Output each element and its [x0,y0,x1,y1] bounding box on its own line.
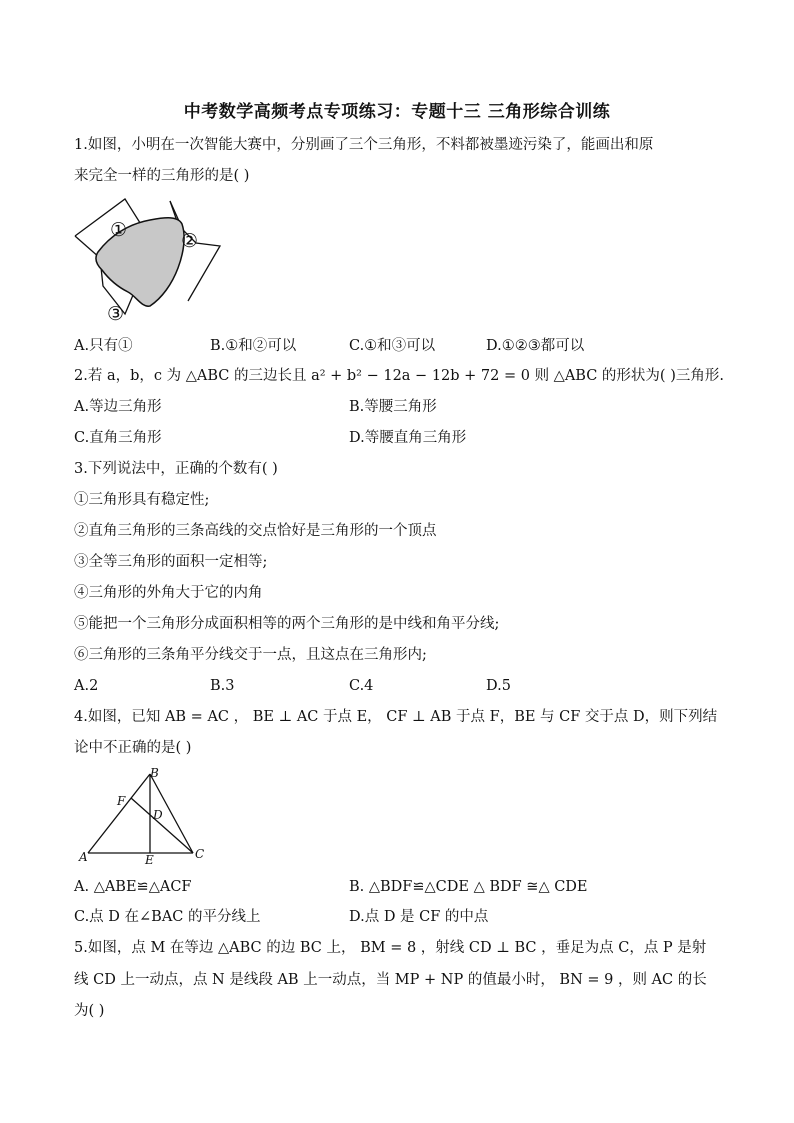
point-label-d: D [153,808,163,822]
q3-statement: ②直角三角形的三条高线的交点恰好是三角形的一个顶点 [74,523,437,539]
q3-option-d[interactable]: D.5 [486,678,511,694]
question-5-line-2: 线 CD 上一动点，点 N 是线段 AB 上一动点，当 MP + NP 的值最小时， BN = 9 ，则 AC 的长 [74,972,707,988]
point-label-f: F [117,794,126,808]
point-label-c: C [195,847,205,861]
question-5-line-1: 5.如图，点 M 在等边 △ABC 的边 BC 上， BM = 8 ，射线 CD ⊥ BC ，垂足为点 C，点 P 是射 [74,940,707,956]
question-4-line-2: 论中不正确的是( ) [74,740,192,756]
q2-option-b[interactable]: B.等腰三角形 [349,399,437,415]
q3-statement: ③全等三角形的面积一定相等; [74,554,268,570]
q4-option-b[interactable]: B. △BDF≌△CDE △ BDF ≅△ CDE [349,879,588,895]
q3-statement: ①三角形具有稳定性; [74,492,210,508]
point-label-e: E [145,853,154,864]
q2-option-d[interactable]: D.等腰直角三角形 [349,430,467,446]
question-2-text: 2.若 a，b，c 为 △ABC 的三边长且 a² + b² − 12a − 12b + 72 = 0 则 △ABC 的形状为( )三角形. [74,368,724,384]
page-title: 中考数学高频考点专项练习：专题十三 三角形综合训练 [183,102,611,122]
question-1-line-1: 1.如图，小明在一次智能大赛中，分别画了三个三角形，不料都被墨迹污染了，能画出和原 [74,137,654,153]
question-4-figure [74,764,214,864]
question-3-text: 3.下列说法中，正确的个数有( ) [74,461,278,477]
q4-option-c[interactable]: C.点 D 在∠BAC 的平分线上 [74,909,261,925]
q3-option-b[interactable]: B.3 [210,678,235,694]
point-label-a: A [79,850,88,864]
q3-option-a[interactable]: A.2 [74,678,99,694]
q3-statement: ⑥三角形的三条角平分线交于一点，且这点在三角形内; [74,647,427,663]
q2-option-a[interactable]: A.等边三角形 [74,399,162,415]
q1-option-b[interactable]: B.①和②可以 [210,338,297,354]
q1-option-d[interactable]: D.①②③都可以 [486,338,585,354]
q1-option-a[interactable]: A.只有① [74,338,133,354]
figure-label-2: ② [181,230,199,252]
q3-statement: ④三角形的外角大于它的内角 [74,585,263,601]
question-5-line-3: 为( ) [74,1003,105,1019]
question-1-line-2: 来完全一样的三角形的是( ) [74,168,250,184]
q4-option-a[interactable]: A. △ABE≌△ACF [74,879,192,895]
q1-option-c[interactable]: C.①和③可以 [349,338,436,354]
question-4-line-1: 4.如图，已知 AB = AC ， BE ⊥ AC 于点 E， CF ⊥ AB 于点 F，BE 与 CF 交于点 D，则下列结 [74,709,718,725]
q4-option-d[interactable]: D.点 D 是 CF 的中点 [349,909,489,925]
q2-option-c[interactable]: C.直角三角形 [74,430,162,446]
figure-label-3: ③ [107,303,125,325]
figure-label-1: ① [110,219,128,241]
point-label-b: B [150,766,159,780]
question-1-figure [70,196,230,328]
q3-option-c[interactable]: C.4 [349,678,374,694]
q3-statement: ⑤能把一个三角形分成面积相等的两个三角形的是中线和角平分线; [74,616,500,632]
